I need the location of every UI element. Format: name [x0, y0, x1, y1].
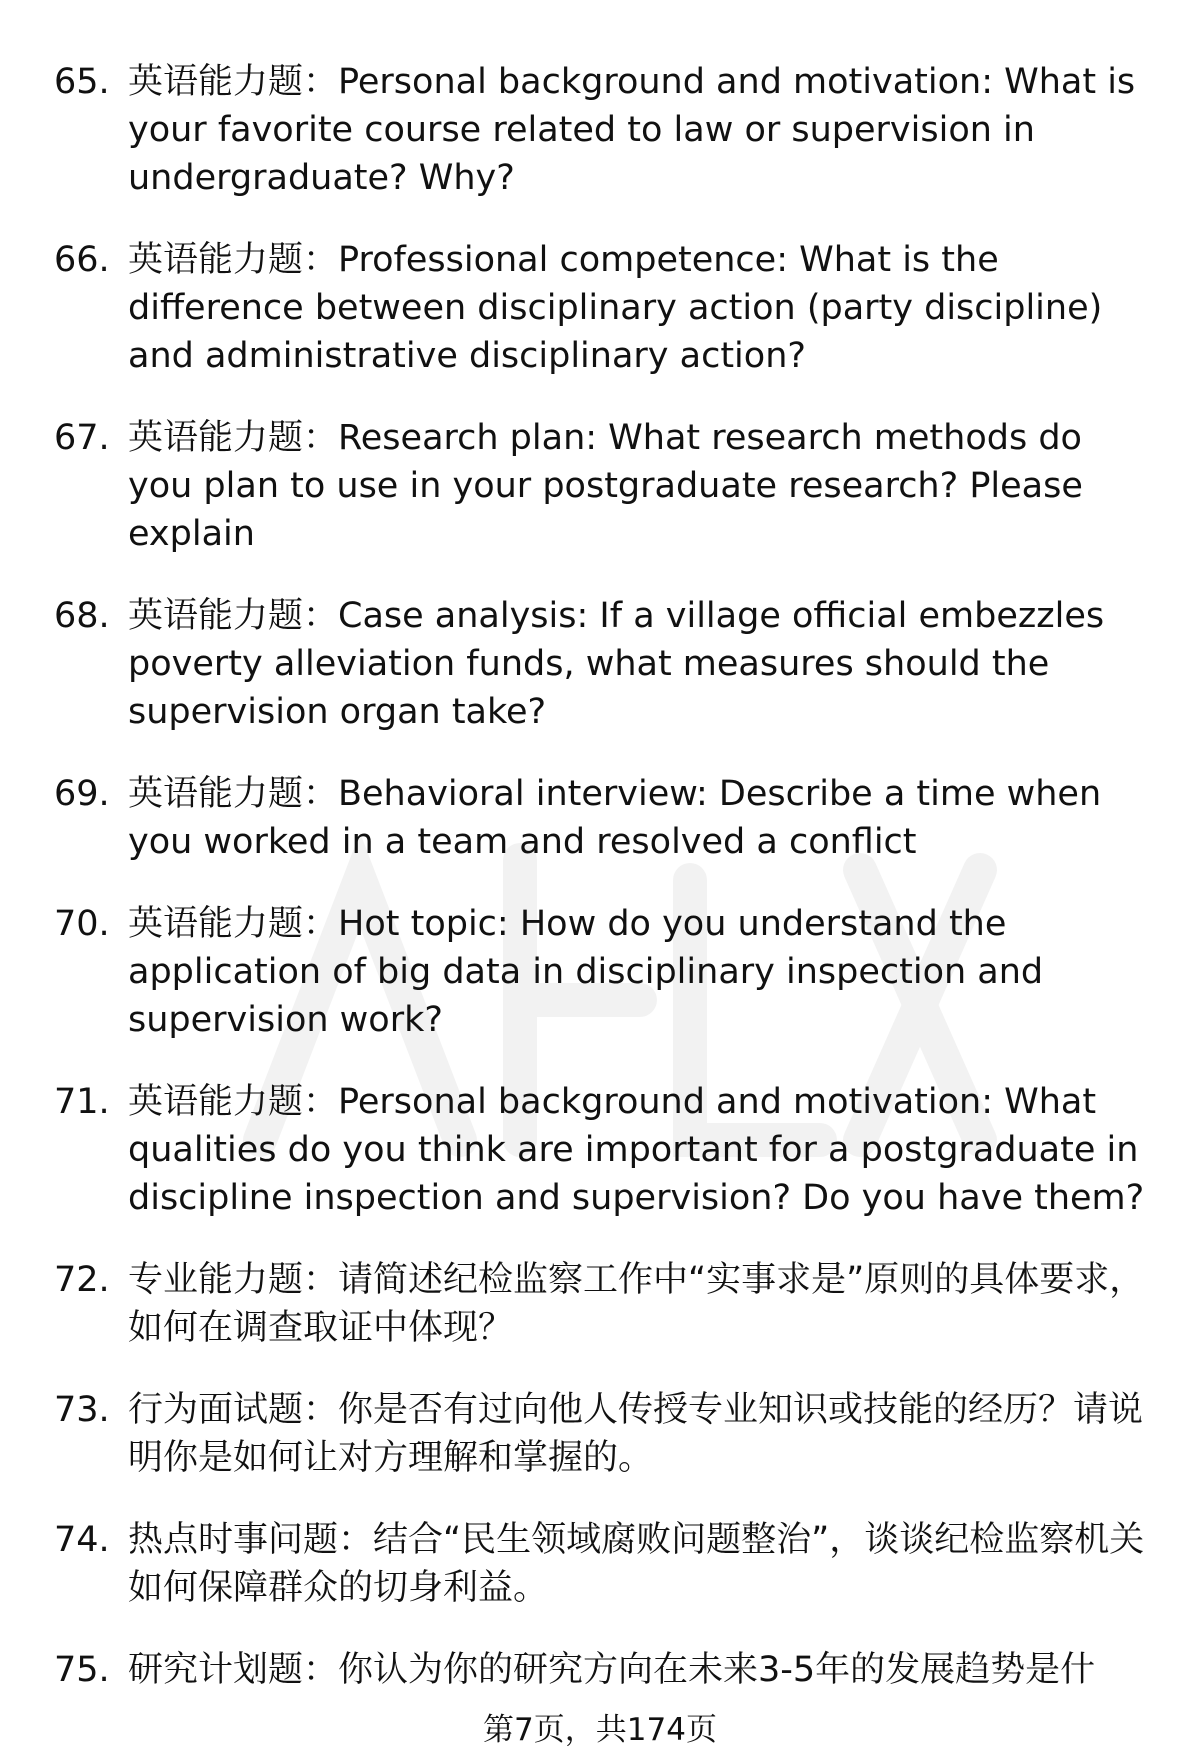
question-number: 73.	[54, 1390, 110, 1430]
question-body: Personal background and motivation: What qualities do you think are important for a postgraduate in discipline inspection and supervision? Do you have them?	[128, 1082, 1145, 1218]
question-body: Professional competence: What is the difference between disciplinary action (party discipline) and administrative disciplinary action?	[128, 240, 1103, 376]
question-body: Personal background and motivation: What is your favorite course related to law or supervision in undergraduate? Why?	[128, 62, 1136, 198]
question-body: Research plan: What research methods do you plan to use in your postgraduate research? Please explain	[128, 418, 1083, 554]
question-number: 70.	[54, 904, 110, 944]
question-item	[54, 1646, 1154, 1694]
question-number: 66.	[54, 240, 110, 280]
question-category: 英语能力题：	[128, 774, 339, 814]
question-text	[128, 1256, 1154, 1352]
question-item	[54, 414, 1154, 558]
question-item	[54, 770, 1154, 866]
question-body: Behavioral interview: Describe a time when you worked in a team and resolved a conflict	[128, 774, 1102, 862]
question-number: 74.	[54, 1520, 110, 1560]
question-number: 71.	[54, 1082, 110, 1122]
question-body: Hot topic: How do you understand the application of big data in disciplinary inspection and supervision work?	[128, 904, 1044, 1040]
question-text	[128, 58, 1154, 202]
question-text	[128, 1646, 1154, 1694]
question-category: 英语能力题：	[128, 62, 339, 102]
question-text	[128, 900, 1154, 1044]
page-footer: 第7页，共174页	[483, 1712, 717, 1748]
question-body: 请简述纪检监察工作中“实事求是”原则的具体要求，如何在调查取证中体现？	[128, 1260, 1145, 1348]
question-body: 你认为你的研究方向在未来3-5年的发展趋势是什	[338, 1650, 1096, 1690]
question-item	[54, 900, 1154, 1044]
question-body: 结合“民生领域腐败问题整治”，谈谈纪检监察机关如何保障群众的切身利益。	[128, 1520, 1145, 1608]
question-number: 75.	[54, 1650, 110, 1690]
question-item	[54, 1516, 1154, 1612]
question-item	[54, 1386, 1154, 1482]
question-number: 67.	[54, 418, 110, 458]
question-category: 英语能力题：	[128, 596, 339, 636]
question-text	[128, 770, 1154, 866]
question-number: 69.	[54, 774, 110, 814]
question-item	[54, 592, 1154, 736]
question-text	[128, 592, 1154, 736]
question-item	[54, 236, 1154, 380]
question-category: 英语能力题：	[128, 418, 339, 458]
question-item	[54, 1078, 1154, 1222]
question-text	[128, 1516, 1154, 1612]
question-text	[128, 414, 1154, 558]
question-item	[54, 58, 1154, 202]
question-list	[54, 58, 1154, 1728]
question-text	[128, 236, 1154, 380]
question-text	[128, 1386, 1154, 1482]
question-category: 热点时事问题：	[128, 1520, 374, 1560]
question-category: 研究计划题：	[128, 1650, 339, 1690]
question-item	[54, 1256, 1154, 1352]
question-text	[128, 1078, 1154, 1222]
question-number: 72.	[54, 1260, 110, 1300]
question-number: 68.	[54, 596, 110, 636]
question-category: 行为面试题：	[128, 1390, 339, 1430]
question-category: 专业能力题：	[128, 1260, 339, 1300]
question-category: 英语能力题：	[128, 240, 339, 280]
question-category: 英语能力题：	[128, 1082, 339, 1122]
question-body: 你是否有过向他人传授专业知识或技能的经历？请说明你是如何让对方理解和掌握的。	[128, 1390, 1144, 1478]
question-body: Case analysis: If a village official embezzles poverty alleviation funds, what measures should the supervision organ take?	[128, 596, 1105, 732]
question-number: 65.	[54, 62, 110, 102]
question-category: 英语能力题：	[128, 904, 339, 944]
